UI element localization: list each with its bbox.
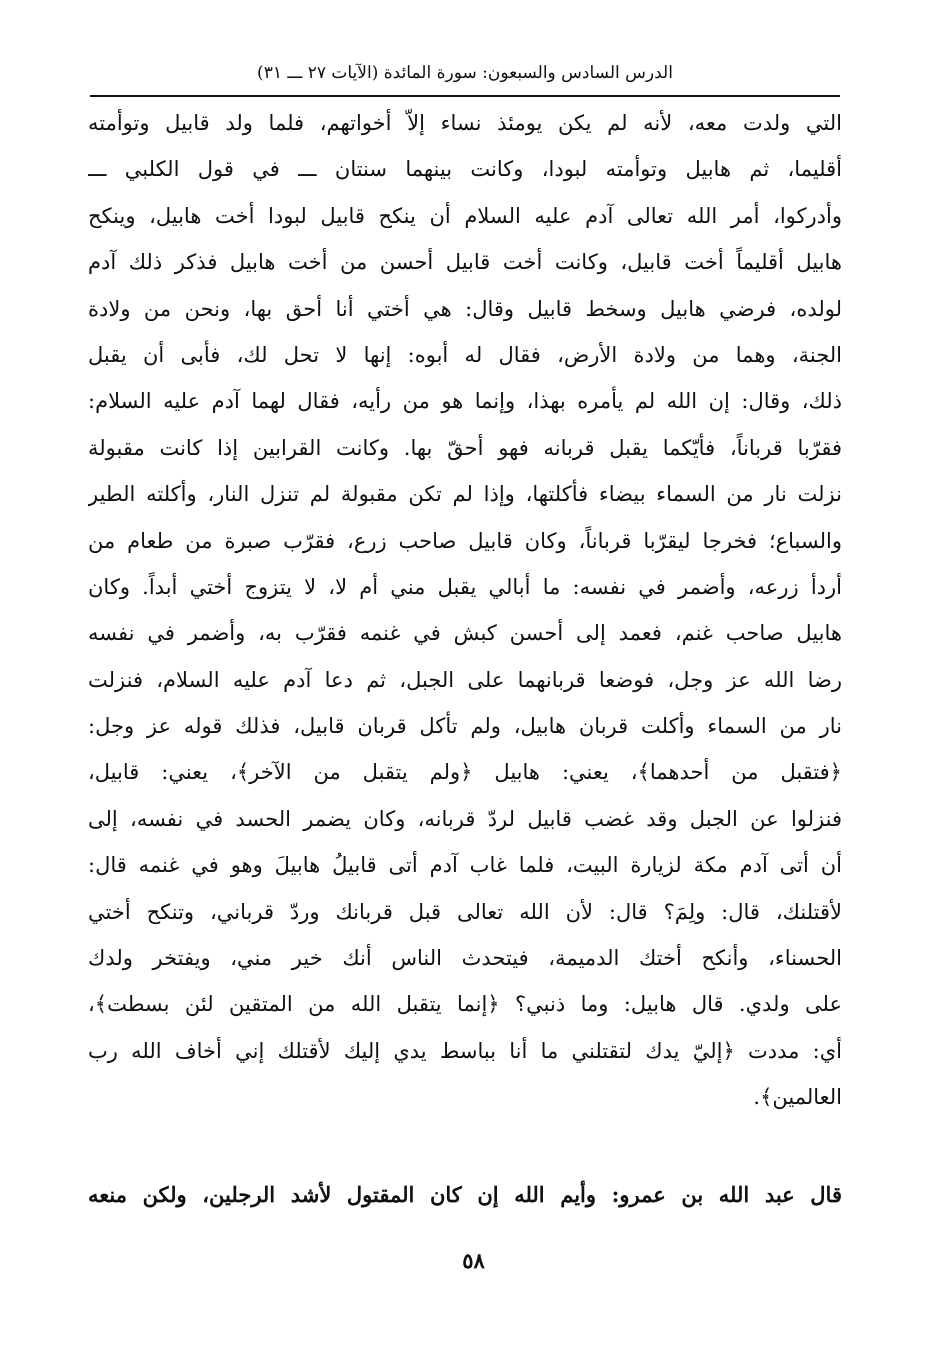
text-line: على ولدي. قال هابيل: وما ذنبي؟ ﴿إنما يتقبل الله من المتقين لئن بسطت﴾، [88,992,842,1017]
text-line: أن أتى آدم مكة لزيارة البيت، فلما غاب آدم أتى قابيلُ هابيلَ وهو في غنمه قال: [88,853,842,878]
text-line: التي ولدت معه، لأنه لم يكن يومئذ نساء إلاّ أخواتهم، فلما ولد قابيل وتوأمته [88,111,842,135]
text-line: هابيل صاحب غنم، فعمد إلى أحسن كبش في غنمه فقرّب به، وأضمر في نفسه [88,621,842,646]
text-line: الحسناء، وأنكح أختك الدميمة، فيتحدث الناس أنك خير مني، ويفتخر ولدك [88,946,842,971]
text-line: أقليما، ثم هابيل وتوأمته لبودا، وكانت بينهما سنتان ـــ في قول الكلبي ـــ [88,157,842,182]
quote-paragraph: قال عبد الله بن عمرو: وأيم الله إن كان المقتول لأشد الرجلين، ولكن منعه [88,1182,842,1207]
header-rule [90,95,840,97]
text-line: فنزلوا عن الجبل وقد غضب قابيل لردّ قربانه، وكان يضمر الحسد في نفسه، إلى [88,806,842,831]
main-text [88,100,842,1121]
text-line: وأدركوا، أمر الله تعالى آدم عليه السلام أن ينكح قابيل لبودا أخت هابيل، وينكح [88,203,842,228]
text-line-last: العالمين﴾. [753,1085,842,1110]
text-line: والسباع؛ فخرجا ليقرّبا قرباناً، وكان قابيل صاحب زرع، فقرّب صبرة من طعام من [88,528,842,553]
text-line: لولده، فرضي هابيل وسخط قابيل وقال: هي أختي أنا أحق بها، ونحن من ولادة [88,296,842,321]
text-line: فقرّبا قرباناً، فأيّكما يقبل قربانه فهو أحقّ بها. وكانت القرابين إذا كانت مقبولة [88,435,842,460]
text-line: لأقتلنك، قال: ولِمَ؟ قال: لأن الله تعالى قبل قربانك وردّ قرباني، وتنكح أختي [88,899,842,924]
text-line: الجنة، وهما من ولادة الأرض، فقال له أبوه: إنها لا تحل لك، فأبى أن يقبل [88,342,842,367]
text-line: أردأ زرعه، وأضمر في نفسه: ما أبالي يقبل مني أم لا، لا يتزوج أختي أبداً. وكان [88,574,842,599]
text-line: ذلك، وقال: إن الله لم يأمره بهذا، وإنما هو من رأيه، فقال لهما آدم عليه السلام: [88,389,842,414]
text-line: هابيل أقليماً أخت قابيل، وكانت أخت قابيل أحسن من أخت هابيل فذكر ذلك آدم [88,250,842,275]
text-line: رضا الله عز وجل، فوضعا قربانهما على الجبل، ثم دعا آدم عليه السلام، فنزلت [88,667,842,692]
text-line: نزلت نار من السماء بيضاء فأكلتها، وإذا لم تكن مقبولة لم تنزل النار، وأكلته الطير [88,482,842,507]
text-line: ﴿فتقبل من أحدهما﴾، يعني: هابيل ﴿ولم يتقبل من الآخر﴾، يعني: قابيل، [88,760,842,785]
page-number: ٥٨ [462,1248,485,1273]
text-line: نار من السماء وأكلت قربان هابيل، ولم تأكل قربان قابيل، فذلك قوله عز وجل: [88,714,842,739]
text-line: أي: مددت ﴿إليّ يدك لتقتلني ما أنا بباسط يدي إليك لأقتلك إني أخاف الله رب [88,1038,842,1063]
running-header: الدرس السادس والسبعون: سورة المائدة (الآيات ٢٧ ـــ ٣١) [257,63,673,83]
